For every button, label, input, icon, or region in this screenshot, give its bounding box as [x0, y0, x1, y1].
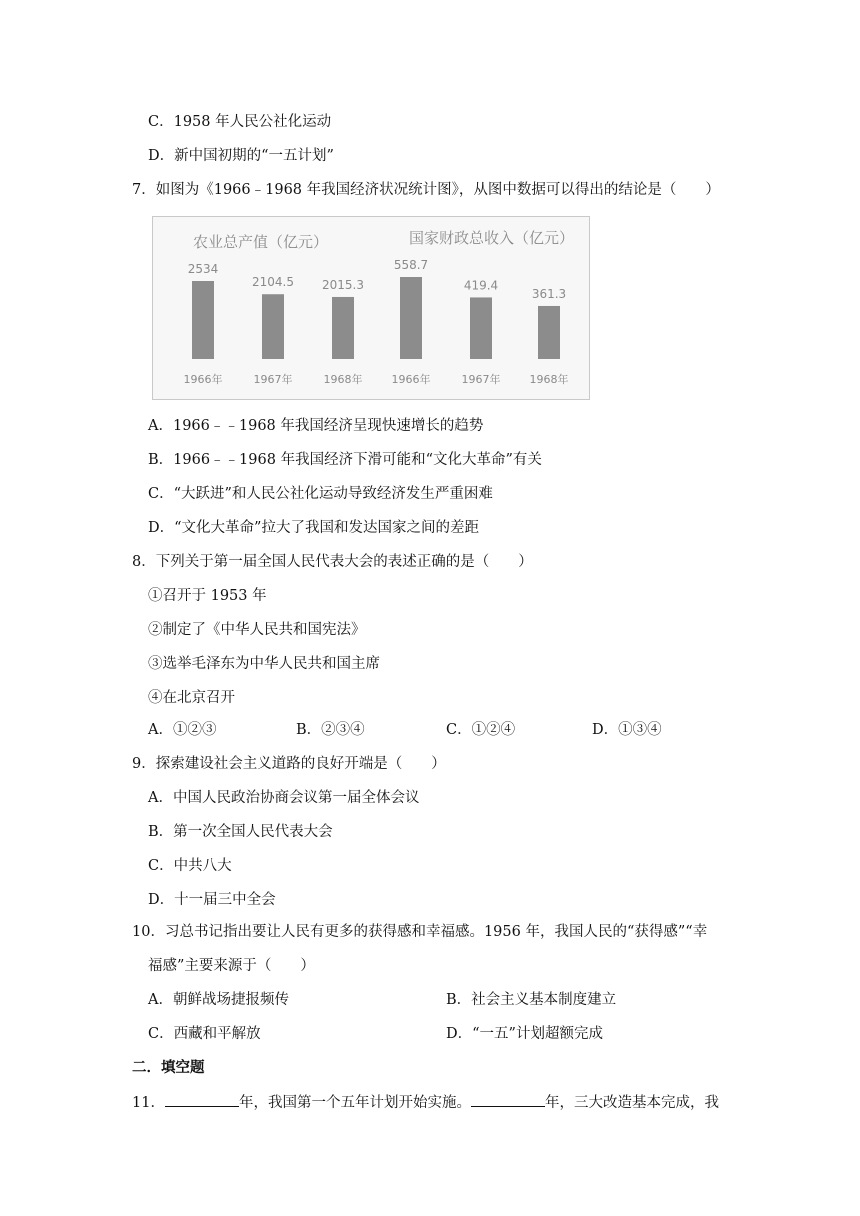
- chart-group-title-agriculture: 农业总产值（亿元）: [193, 233, 329, 251]
- chart-bar: [538, 306, 560, 359]
- q7-option-d: D．“文化大革命”拉大了我国和发达国家之间的差距: [148, 520, 479, 536]
- q7-stem: 7．如图为《1966﹣1968 年我国经济状况统计图》，从图中数据可以得出的结论是（ ）: [132, 182, 720, 198]
- chart-category-label: 1968年: [529, 373, 569, 386]
- q8-item-4: ④在北京召开: [148, 690, 235, 706]
- q9-option-a: A．中国人民政治协商会议第一届全体会议: [148, 790, 420, 806]
- q9-option-c: C．中共八大: [148, 858, 232, 874]
- q11-text-1: 年，我国第一个五年计划开始实施。: [238, 1095, 471, 1111]
- chart-value-label: 2534: [187, 262, 219, 276]
- chart-bar: [470, 297, 492, 359]
- chart-category-label: 1968年: [323, 373, 363, 386]
- q11-text-2: 年，三大改造基本完成，我: [544, 1095, 719, 1111]
- chart-value-label: 2015.3: [322, 277, 364, 292]
- chart-category-label: 1967年: [253, 373, 293, 386]
- chart-value-label: 558.7: [393, 258, 429, 272]
- economy-bar-chart: [152, 216, 590, 400]
- chart-group-title-revenue: 国家财政总收入（亿元）: [409, 229, 575, 247]
- q11-blank-2[interactable]: [471, 1092, 545, 1107]
- q9-stem: 9．探索建设社会主义道路的良好开端是（ ）: [132, 756, 446, 772]
- q11-blank-1[interactable]: [165, 1092, 239, 1107]
- q10-option-b: B．社会主义基本制度建立: [446, 992, 617, 1008]
- economy-chart-svg: [153, 217, 589, 399]
- q10-option-d: D．“一五”计划超额完成: [446, 1026, 603, 1042]
- q7-option-c: C．“大跃进”和人民公社化运动导致经济发生严重困难: [148, 486, 493, 502]
- q8-option-c: C．①②④: [446, 722, 516, 738]
- q9-option-d: D．十一届三中全会: [148, 892, 276, 908]
- q8-option-a: A．①②③: [148, 722, 217, 738]
- chart-bar: [192, 281, 214, 359]
- q8-item-2: ②制定了《中华人民共和国宪法》: [148, 622, 366, 638]
- q6-option-c: C．1958 年人民公社化运动: [148, 114, 332, 130]
- q8-option-b: B．②③④: [296, 722, 365, 738]
- q6-option-d: D．新中国初期的“一五计划”: [148, 148, 334, 164]
- chart-value-label: 2104.5: [252, 275, 294, 290]
- q7-option-b: B．1966﹣﹣1968 年我国经济下滑可能和“文化大革命”有关: [148, 452, 542, 468]
- q11-number: 11．: [132, 1095, 165, 1111]
- q8-item-3: ③选举毛泽东为中华人民共和国主席: [148, 656, 380, 672]
- chart-bar: [400, 277, 422, 359]
- chart-bar: [332, 297, 354, 359]
- chart-bar: [262, 294, 284, 359]
- chart-category-label: 1966年: [391, 373, 431, 386]
- chart-category-label: 1967年: [461, 373, 501, 386]
- q8-option-d: D．①③④: [592, 722, 662, 738]
- q9-option-b: B．第一次全国人民代表大会: [148, 824, 333, 840]
- q8-stem: 8．下列关于第一届全国人民代表大会的表述正确的是（ ）: [132, 554, 533, 570]
- q10-stem-line-2: 福感”主要来源于（ ）: [148, 958, 315, 974]
- q8-item-1: ①召开于 1953 年: [148, 588, 267, 604]
- q7-option-a: A．1966﹣﹣1968 年我国经济呈现快速增长的趋势: [148, 418, 484, 434]
- chart-value-label: 419.4: [463, 278, 499, 293]
- section-title-fill-in: 二．填空题: [132, 1060, 205, 1076]
- q11-stem: [132, 1092, 719, 1113]
- q10-option-c: C．西藏和平解放: [148, 1026, 261, 1042]
- chart-category-label: 1966年: [183, 373, 223, 386]
- chart-value-label: 361.3: [531, 286, 567, 301]
- q10-stem-line-1: 10．习总书记指出要让人民有更多的获得感和幸福感。1956 年，我国人民的“获得感”“幸: [132, 924, 708, 940]
- q10-option-a: A．朝鲜战场捷报频传: [148, 992, 289, 1008]
